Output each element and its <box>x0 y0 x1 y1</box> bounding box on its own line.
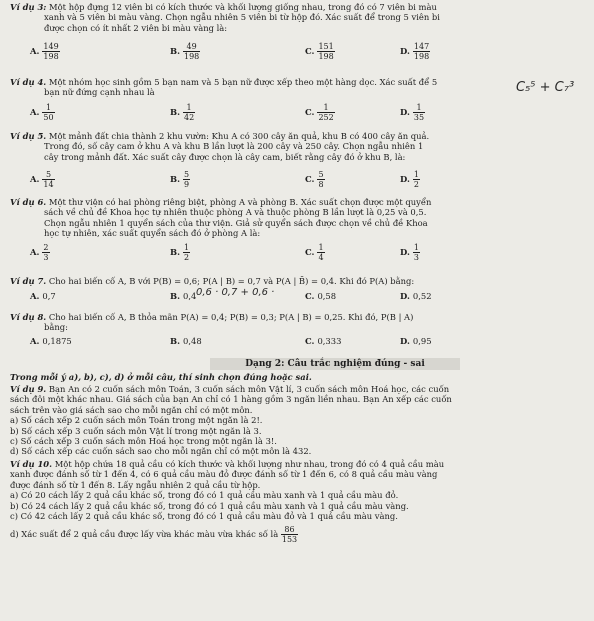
statement-d: d) Xác suất để 2 quả cầu được lấy vừa khác màu vừa khác số là $\frac{86}{153}$ <box>10 525 298 545</box>
question-text: Một nhóm học sinh gồm 5 bạn nam và 5 bạn nữ được xếp theo một hàng dọc. Xác suất để 5 <box>48 77 438 87</box>
option-a[interactable]: A. 0,1875 <box>30 336 72 346</box>
option-c[interactable]: C. $\frac{151}{198}$ <box>305 42 334 61</box>
example-10 <box>10 459 584 544</box>
option-b[interactable]: B. 0,4 <box>170 291 197 301</box>
answer-options <box>30 103 580 125</box>
option-a[interactable]: A. $\frac{149}{198}$ <box>30 42 59 61</box>
handwritten-note: C₅⁵ + C₇³ <box>516 80 575 95</box>
answer-options <box>30 336 580 358</box>
option-a[interactable]: A. 0,7 <box>30 291 56 301</box>
question-text: Trong đó, số cây cam ở khu A và khu B lần lượt là 200 cây và 250 cây. Chọn ngẫu nhiên 1 <box>44 141 424 152</box>
statement-b: b) Có 24 cách lấy 2 quả cầu khác số, trong đó có 1 quả cầu màu xanh và 1 quả cầu màu vàng. <box>10 500 409 511</box>
example-label: Ví dụ 6. <box>10 197 47 207</box>
question-text: Cho hai biến cố A, B với P(B) = 0,6; P(A | B) = 0,7 và P(A | B̄) = 0,4. Khi đó P(A) bằng: <box>48 276 415 286</box>
example-7 <box>10 276 584 286</box>
option-b[interactable]: B. 0,48 <box>170 336 202 346</box>
example-label: Ví dụ 4. <box>10 77 47 87</box>
example-label: Ví dụ 3: <box>10 2 47 12</box>
option-d[interactable]: D. 0,95 <box>400 336 432 346</box>
question-text: được chọn có ít nhất 2 viên bi màu vàng là: <box>44 22 228 33</box>
statement-c: c) Có 42 cách lấy 2 quả cầu khác số, trong đó có 1 quả cầu màu đỏ và 1 quả cầu màu vàng. <box>10 511 398 522</box>
option-d[interactable]: D. 0,52 <box>400 291 432 301</box>
example-label: Ví dụ 10. <box>10 459 53 469</box>
option-a[interactable]: A. $\frac{5}{14}$ <box>30 170 54 189</box>
option-b[interactable]: B. $\frac{1}{2}$ <box>170 243 190 262</box>
question-text: sách trên vào giá sách sao cho mỗi ngăn chỉ có một môn. <box>10 404 253 415</box>
question-text: bằng: <box>44 322 68 333</box>
option-b[interactable]: B. $\frac{1}{42}$ <box>170 103 195 122</box>
example-label: Ví dụ 7. <box>10 276 47 286</box>
option-b[interactable]: B. $\frac{5}{9}$ <box>170 170 190 189</box>
example-label: Ví dụ 5. <box>10 131 47 141</box>
option-c[interactable]: C. $\frac{1}{252}$ <box>305 103 334 122</box>
section-instruction: Trong mỗi ý a), b), c), d) ở mỗi câu, thí sinh chọn đúng hoặc sai. <box>10 372 312 382</box>
statement-a: a) Số cách xếp 2 cuốn sách môn Toán trong một ngăn là 2!. <box>10 415 263 426</box>
option-c[interactable]: C. $\frac{5}{8}$ <box>305 170 324 189</box>
statement-b: b) Số cách xếp 3 cuốn sách môn Vật lí trong một ngăn là 3. <box>10 425 262 436</box>
option-d[interactable]: D. $\frac{1}{2}$ <box>400 170 419 189</box>
question-text: xanh được đánh số từ 1 đến 4, có 6 quả cầu màu đỏ được đánh số từ 1 đến 6, có 8 quả cầu màu vàng <box>10 469 438 480</box>
option-c[interactable]: C. 0,333 <box>305 336 342 346</box>
option-d[interactable]: D. $\frac{147}{198}$ <box>400 42 430 61</box>
question-text: bạn nữ đứng cạnh nhau là <box>44 87 155 98</box>
handwritten-note: 0,6 · 0,7 + 0,6 · <box>196 287 275 298</box>
answer-options <box>30 291 580 313</box>
question-text: xanh và 5 viên bi màu vàng. Chọn ngẫu nhiên 5 viên bi từ hộp đó. Xác suất để trong 5 viên bi <box>44 12 440 23</box>
question-text: sách đôi một khác nhau. Giá sách của bạn An chỉ có 1 hàng gồm 3 ngăn liền nhau. Bạn An xếp các cuốn <box>10 394 452 405</box>
question-text: được đánh số từ 1 đến 8. Lấy ngẫu nhiên 2 quả cầu từ hộp. <box>10 479 261 490</box>
example-3 <box>10 2 584 33</box>
question-text: Một hộp chứa 18 quả cầu có kích thước và khối lượng như nhau, trong đó có 4 quả cầu màu <box>54 459 445 469</box>
example-6 <box>10 197 584 239</box>
question-text: Cho hai biến cố A, B thỏa mãn P(A) = 0,4; P(B) = 0,3; P(A | B) = 0,25. Khi đó, P(B | A) <box>48 312 414 322</box>
example-5 <box>10 131 584 162</box>
answer-options <box>30 170 580 192</box>
example-label: Ví dụ 8. <box>10 312 47 322</box>
question-text: Một thư viện có hai phòng riêng biệt, phòng A và phòng B. Xác suất chọn được một quyển <box>48 197 432 207</box>
option-b[interactable]: B. $\frac{49}{198}$ <box>170 42 200 61</box>
question-text: học tự nhiên, xác suất quyển sách đó ở phòng A là: <box>44 228 261 239</box>
section-header: Dạng 2: Câu trắc nghiệm đúng - sai <box>210 358 460 370</box>
option-c[interactable]: C. $\frac{1}{4}$ <box>305 243 324 262</box>
statement-d: d) Số cách xếp các cuốn sách sao cho mỗi ngăn chỉ có một môn là 432. <box>10 446 312 457</box>
statement-c: c) Số cách xếp 3 cuốn sách môn Hoá học trong một ngăn là 3!. <box>10 436 277 447</box>
example-4 <box>10 77 510 98</box>
question-text: Một hộp đựng 12 viên bi có kích thước và khối lượng giống nhau, trong đó có 7 viên bi màu <box>49 2 437 12</box>
option-c[interactable]: C. 0,58 <box>305 291 337 301</box>
option-d[interactable]: D. $\frac{1}{3}$ <box>400 243 419 262</box>
example-9 <box>10 384 584 457</box>
option-d[interactable]: D. $\frac{1}{35}$ <box>400 103 425 122</box>
answer-options <box>30 42 580 64</box>
option-a[interactable]: A. $\frac{2}{3}$ <box>30 243 49 262</box>
option-a[interactable]: A. $\frac{1}{50}$ <box>30 103 54 122</box>
question-text: Một mảnh đất chia thành 2 khu vườn: Khu A có 300 cây ăn quả, khu B có 400 cây ăn quả. <box>48 131 430 141</box>
question-text: sách về chủ đề Khoa học tự nhiên thuộc phòng A và thuộc phòng B lần lượt là 0,25 và 0,5. <box>44 207 427 218</box>
question-text: cây trong mảnh đất. Xác suất cây được chọn là cây cam, biết rằng cây đó ở khu B, là: <box>44 151 406 162</box>
question-text: Chọn ngẫu nhiên 1 quyển sách của thư viện. Giả sử quyển sách được chọn về chủ đề Khoa <box>44 217 428 228</box>
example-8 <box>10 312 584 333</box>
question-text: Bạn An có 2 cuốn sách môn Toán, 3 cuốn sách môn Vật lí, 3 cuốn sách môn Hoá học, các cuốn <box>48 384 450 394</box>
answer-options <box>30 243 580 265</box>
example-label: Ví dụ 9. <box>10 384 47 394</box>
statement-a: a) Có 20 cách lấy 2 quả cầu khác số, trong đó có 1 quả cầu màu xanh và 1 quả cầu màu đỏ. <box>10 490 399 501</box>
